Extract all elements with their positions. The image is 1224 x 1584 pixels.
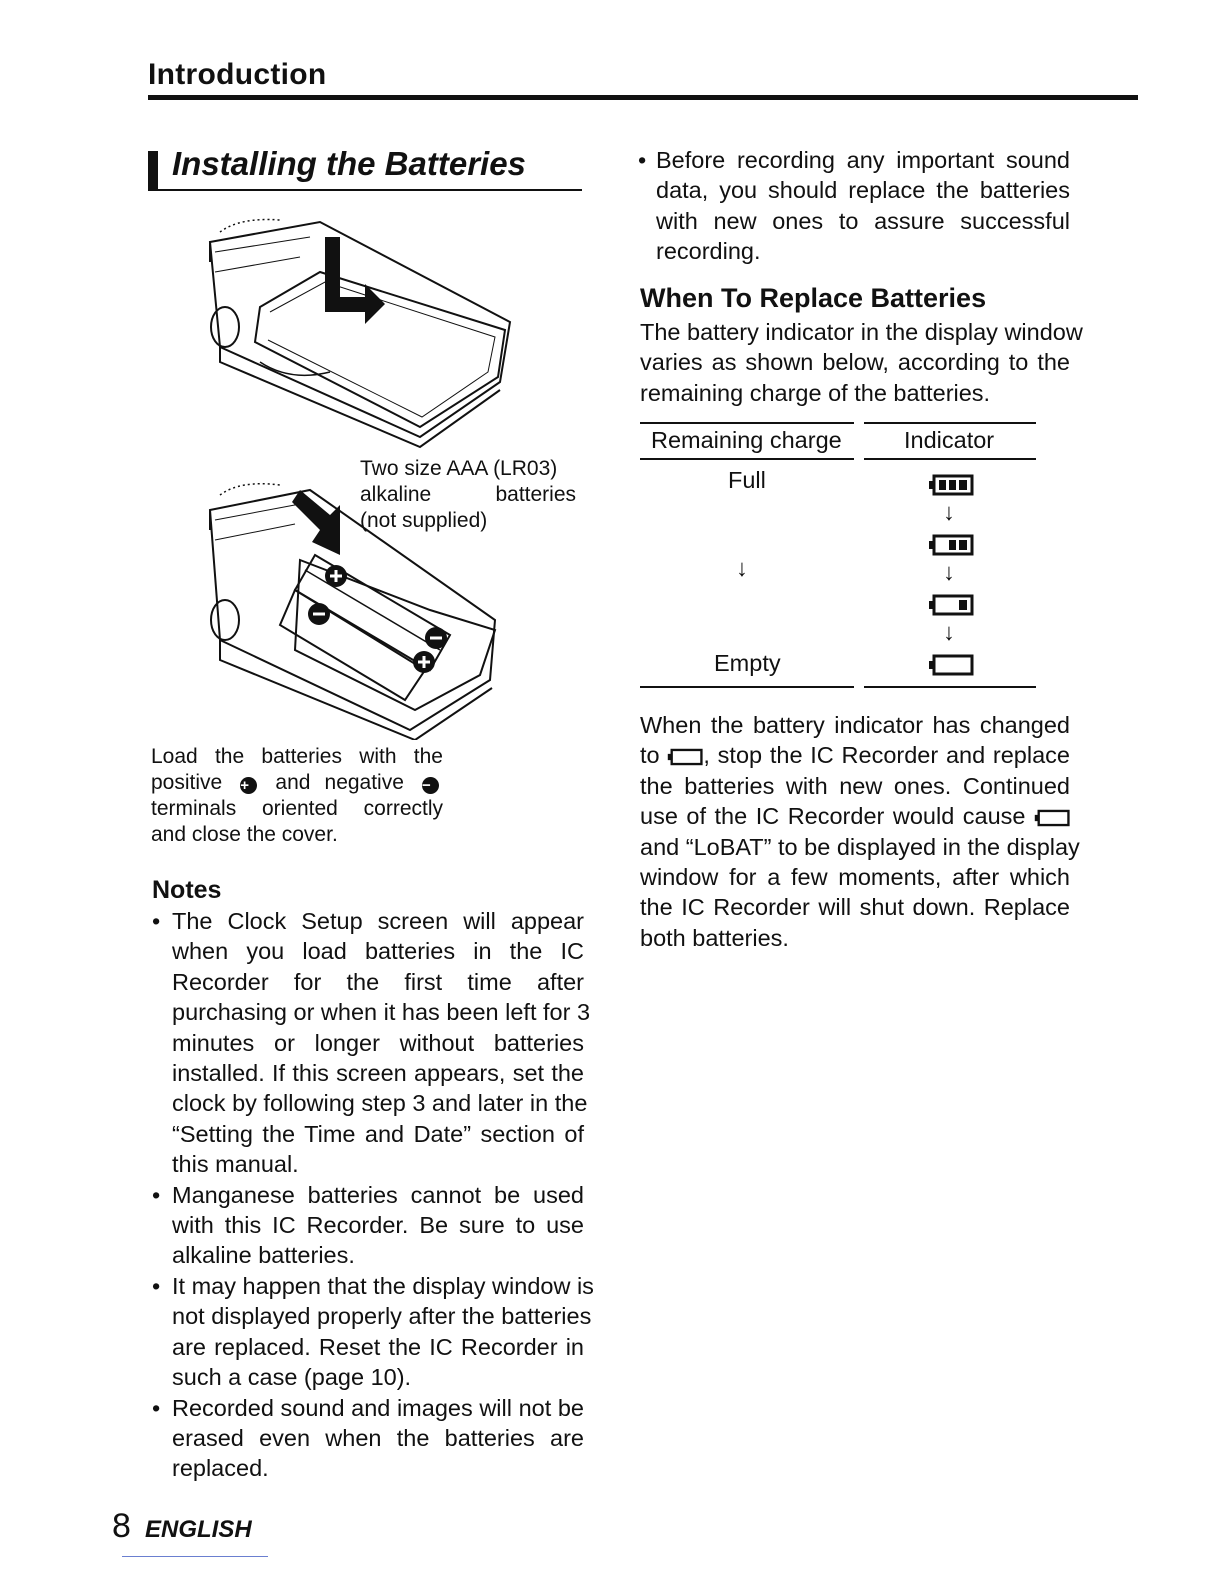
instruction-text: and negative [275,771,404,794]
para-text: , stop the IC Recorder and replace [703,742,1070,769]
tip-line: data, you should replace the batteries [656,177,1070,204]
table-rule-bottom [640,686,854,688]
instruction-line: and close the cover. [151,823,338,846]
note-line: clock by following step 3 and later in the [172,1090,588,1117]
negative-terminal-icon: − [422,777,439,794]
table-rule-bottom [864,686,1036,688]
note-item [152,1393,584,1484]
note-line: It may happen that the display window is [172,1272,594,1299]
para-line: both batteries. [640,924,789,951]
notes-heading: Notes [152,876,222,904]
charge-arrow: ↓ [736,555,748,581]
instruction-text: positive [151,771,223,794]
table-rule-mid [640,458,854,460]
table-rule-top [864,422,1036,424]
para-text: use of the IC Recorder would cause [640,803,1026,830]
note-line: “Setting the Time and Date” section of [172,1120,584,1147]
instruction-line: Load the batteries with the [151,745,443,768]
tip-line: Before recording any important sound [656,147,1070,173]
note-line: not displayed properly after the batteries [172,1303,592,1330]
tip-line: with new ones to assure successful [656,207,1070,234]
bullet-icon: • [638,147,647,173]
note-line: replaced. [172,1455,269,1482]
column-header: Remaining charge [651,427,842,453]
para-line [640,740,1070,770]
intro-line: The battery indicator in the display window [640,319,1083,345]
battery-empty-icon [1034,809,1070,827]
para-line [640,801,1070,831]
language-label: ENGLISH [145,1516,252,1543]
column-header: Indicator [904,427,995,453]
battery-table [0,0,1224,700]
indicator-arrow: ↓ [943,559,955,585]
instruction-line [151,770,443,796]
note-item [152,1271,594,1393]
charge-empty: Empty [714,650,781,676]
para-line: window for a few moments, after which [640,864,1070,891]
note-line: this manual. [172,1151,299,1178]
note-line: The Clock Setup screen will appear [172,908,584,934]
section-header: Introduction [148,58,327,91]
note-item [152,1180,584,1271]
notes-list [152,906,594,1484]
bullet-icon: • [152,1272,161,1299]
instruction-line: terminals oriented correctly [151,797,443,820]
indicator-arrow: ↓ [943,619,955,645]
positive-terminal-icon: + [240,777,257,794]
para-line: and “LoBAT” to be displayed in the display [640,833,1080,860]
note-line: such a case (page 10). [172,1364,412,1391]
battery-empty-icon [928,654,974,676]
battery-one-third-icon [928,594,974,616]
note-line: Recorded sound and images will not be [172,1394,584,1421]
bullet-icon: • [152,1181,161,1208]
bullet-icon: • [152,908,161,934]
intro-line: varies as shown below, according to the [640,349,1070,376]
note-line: Recorder for the first time after [172,968,584,995]
note-line: erased even when the batteries are [172,1424,584,1451]
tip-line: recording. [656,238,761,265]
note-line: installed. If this screen appears, set the [172,1060,584,1087]
para-line: When the battery indicator has changed [640,712,1070,738]
note-line: alkaline batteries. [172,1242,355,1269]
battery-empty-icon [667,748,703,766]
callout-line: alkaline batteries [360,483,576,506]
bullet-icon: • [152,1394,161,1421]
footer-link-line [122,1556,268,1557]
low-battery-paragraph [640,710,1080,953]
note-line: when you load batteries in the IC [172,938,584,965]
table-rule-top [640,422,854,424]
intro-line: remaining charge of the batteries. [640,379,991,406]
charge-full: Full [728,467,766,493]
callout-line: Two size AAA (LR03) [360,457,558,480]
indicator-arrow: ↓ [943,499,955,525]
battery-full-icon [928,474,974,496]
note-line: Manganese batteries cannot be used [172,1181,584,1208]
note-line: are replaced. Reset the IC Recorder in [172,1333,584,1360]
para-line: the IC Recorder will shut down. Replace [640,894,1070,921]
callout-line: (not supplied) [360,509,488,532]
page-number: 8 [112,1507,131,1545]
table-rule-mid [864,458,1036,460]
page-title: Installing the Batteries [172,145,526,182]
battery-two-thirds-icon [928,534,974,556]
note-line: with this IC Recorder. Be sure to use [172,1212,584,1239]
note-item [152,906,591,1180]
load-instructions [151,744,443,848]
note-line: minutes or longer without batteries [172,1029,584,1056]
para-text: to [640,742,660,769]
para-line: the batteries with new ones. Continued [640,772,1070,799]
note-line: purchasing or when it has been left for 3 [172,999,591,1026]
subheading: When To Replace Batteries [640,283,987,313]
